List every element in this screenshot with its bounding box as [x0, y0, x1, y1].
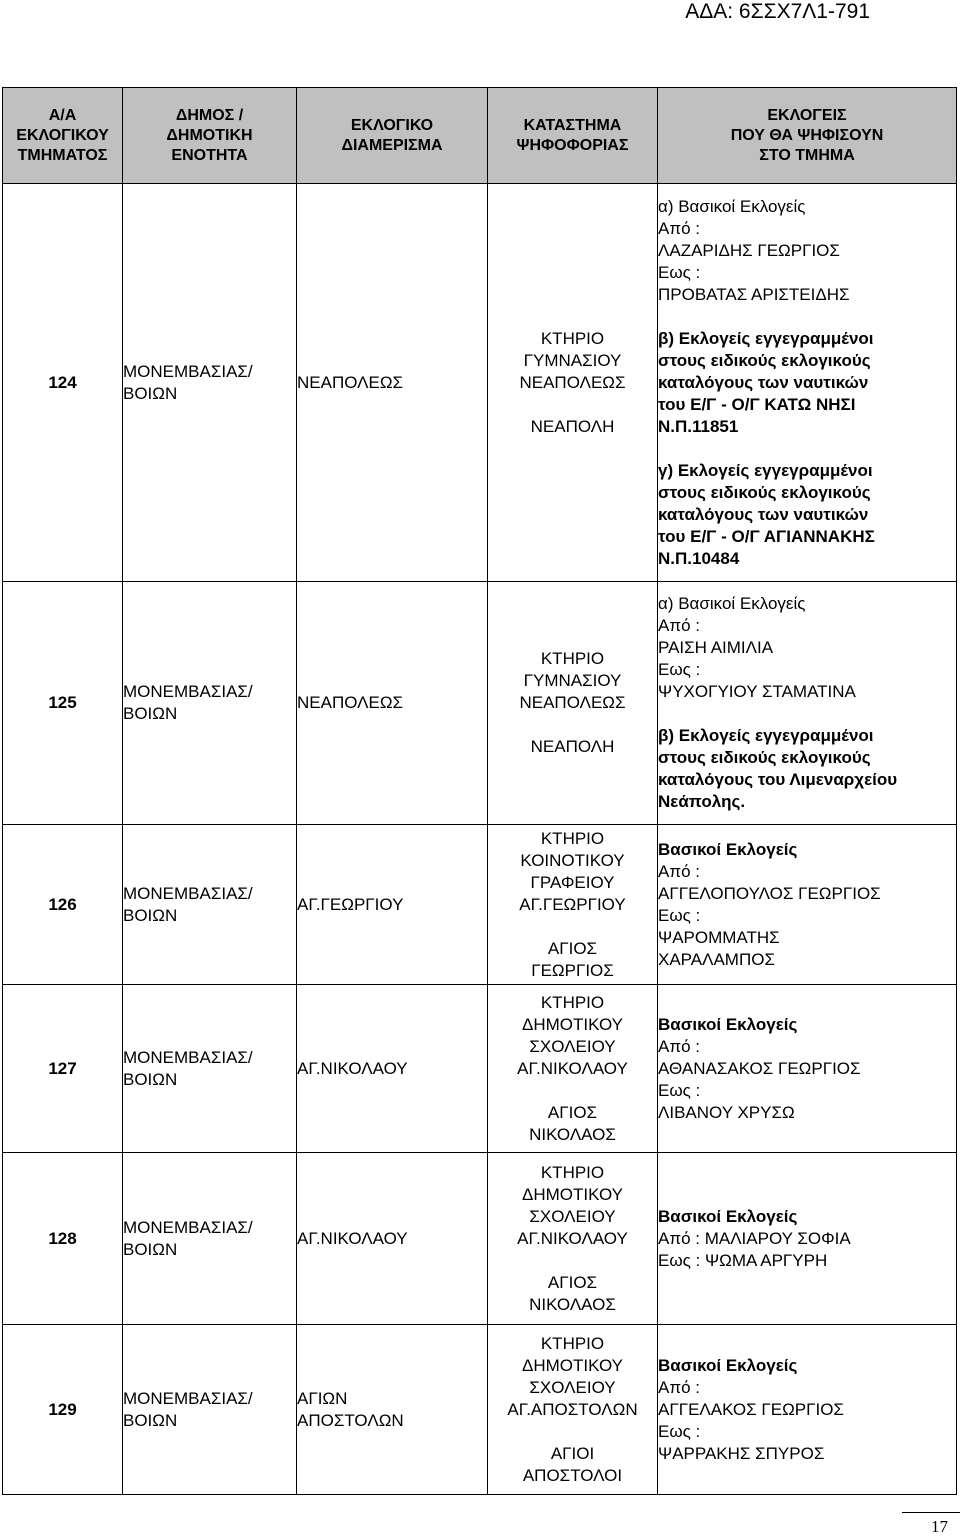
polling-station-line: ΚΤΗΡΙΟ [540, 1333, 605, 1353]
col-header-section-number [3, 88, 123, 184]
section-number [3, 1325, 123, 1495]
district-cell [297, 825, 488, 985]
polling-station-line: ΣΧΟΛΕΙΟΥ [529, 1036, 616, 1056]
polling-station-line: ΑΓΙΟΣ [547, 938, 598, 958]
voters-cell [658, 985, 957, 1153]
voters-line [658, 703, 956, 725]
header-line: ΕΚΛΟΓΕΙΣ [767, 106, 847, 124]
polling-station-line: ΑΓ.ΑΠΟΣΤΟΛΩΝ [507, 1399, 638, 1419]
section-number [3, 1153, 123, 1325]
section-number [3, 184, 123, 582]
polling-station-line [488, 916, 657, 938]
voters-cell [658, 1325, 957, 1495]
section-number-text: 127 [48, 1058, 77, 1078]
polling-station-line: ΚΤΗΡΙΟ [540, 992, 605, 1012]
voters-line: Εως : [658, 660, 701, 679]
voters-line: ΛΙΒΑΝΟΥ ΧΡΥΣΩ [658, 1102, 795, 1122]
voters-line: στους ειδικούς εκλογικούς [658, 748, 871, 767]
polling-station-line: ΣΧΟΛΕΙΟΥ [529, 1377, 616, 1397]
header-line: ΠΟΥ ΘΑ ΨΗΦΙΣΟΥΝ [730, 126, 884, 144]
polling-station-line [488, 714, 657, 736]
table-row [3, 1153, 957, 1325]
voters-line: Ν.Π.10484 [658, 548, 740, 568]
voters-line: Από : ΜΑΛΙΑΡΟΥ ΣΟΦΙΑ [658, 1228, 851, 1248]
district-cell [297, 582, 488, 825]
col-header-voters [658, 88, 957, 184]
header-line: ΨΗΦΟΦΟΡΙΑΣ [516, 136, 629, 154]
municipality-cell [123, 985, 297, 1153]
voters-line: Εως : [658, 262, 701, 282]
header-row [3, 88, 957, 184]
voters-line: ΑΓΓΕΛΟΠΟΥΛΟΣ ΓΕΩΡΓΙΟΣ [658, 883, 881, 903]
polling-station-line: ΑΠΟΣΤΟΛΟΙ [522, 1465, 623, 1485]
voters-line: α) Βασικοί Εκλογείς [658, 196, 806, 216]
voters-line: καταλόγους των ναυτικών [658, 504, 869, 524]
voters-line: Από : [658, 616, 700, 635]
polling-station-line: ΔΗΜΟΤΙΚΟΥ [522, 1355, 623, 1375]
voters-line: του Ε/Γ - Ο/Γ ΚΑΤΩ ΝΗΣΙ [658, 394, 856, 414]
polling-station-line: ΑΓΙΟΣ [547, 1102, 598, 1122]
voters-line: ΨΥΧΟΓΥΙΟΥ ΣΤΑΜΑΤΙΝΑ [658, 682, 856, 701]
voters-line: καταλόγους των ναυτικών [658, 372, 869, 392]
district-cell [297, 184, 488, 582]
voters-line: Ν.Π.11851 [658, 416, 739, 436]
polling-station-line [488, 1250, 657, 1272]
polling-station-line: ΓΕΩΡΓΙΟΣ [531, 960, 614, 980]
polling-station-line: ΑΓ.ΝΙΚΟΛΑΟΥ [517, 1228, 628, 1248]
municipality-line: ΒΟΙΩΝ [123, 383, 178, 403]
polling-station-line: ΑΓ.ΝΙΚΟΛΑΟΥ [517, 1058, 628, 1078]
voters-line: Εως : [658, 1080, 701, 1100]
voters-line: του Ε/Γ - Ο/Γ ΑΓΙΑΝΝΑΚΗΣ [658, 526, 875, 546]
district-line: ΑΠΟΣΤΟΛΩΝ [297, 1410, 404, 1430]
municipality-cell [123, 184, 297, 582]
polling-station-cell [488, 985, 658, 1153]
header-line: ΤΜΗΜΑΤΟΣ [17, 146, 108, 164]
voters-line: Εως : [658, 1421, 701, 1441]
voters-cell [658, 825, 957, 985]
polling-station-cell [488, 1153, 658, 1325]
polling-station-line: ΝΕΑΠΟΛΕΩΣ [519, 693, 626, 712]
section-number-text: 128 [48, 1228, 77, 1248]
header-line: ΕΝΟΤΗΤΑ [171, 146, 248, 164]
polling-station-line: ΚΤΗΡΙΟ [540, 1162, 605, 1182]
polling-stations-table [2, 87, 957, 1495]
header-line: ΔΙΑΜΕΡΙΣΜΑ [341, 136, 443, 154]
polling-station-line: ΝΙΚΟΛΑΟΣ [529, 1294, 616, 1314]
district-line: ΑΓ.ΓΕΩΡΓΙΟΥ [297, 894, 404, 914]
municipality-cell [123, 1325, 297, 1495]
voters-line: ΛΑΖΑΡΙΔΗΣ ΓΕΩΡΓΙΟΣ [658, 240, 840, 260]
municipality-line: ΒΟΙΩΝ [123, 1239, 178, 1259]
voters-line [658, 306, 956, 328]
voters-line: ΧΑΡΑΛΑΜΠΟΣ [658, 949, 775, 969]
voters-cell [658, 582, 957, 825]
section-number-text: 129 [48, 1399, 77, 1419]
table-row [3, 985, 957, 1153]
voters-line: Βασικοί Εκλογείς [658, 1014, 798, 1034]
voters-line: Νεάπολης. [658, 792, 746, 811]
polling-station-cell [488, 825, 658, 985]
polling-station-line: ΝΙΚΟΛΑΟΣ [529, 1124, 616, 1144]
section-number-text: 124 [48, 372, 77, 392]
municipality-line: ΒΟΙΩΝ [123, 1069, 178, 1089]
voters-line: Βασικοί Εκλογείς [658, 1206, 798, 1226]
municipality-cell [123, 582, 297, 825]
district-line: ΑΓΙΩΝ [297, 1388, 348, 1408]
voters-line: Βασικοί Εκλογείς [658, 839, 798, 859]
voters-line: στους ειδικούς εκλογικούς [658, 482, 871, 502]
polling-station-line: ΑΓΙΟΣ [547, 1272, 598, 1292]
header-line: ΚΑΤΑΣΤΗΜΑ [523, 116, 622, 134]
district-line: ΝΕΑΠΟΛΕΩΣ [297, 372, 404, 392]
polling-station-cell [488, 184, 658, 582]
page-number-rule [902, 1512, 960, 1513]
voters-line: ΠΡΟΒΑΤΑΣ ΑΡΙΣΤΕΙΔΗΣ [658, 284, 850, 304]
section-number [3, 582, 123, 825]
municipality-line: ΜΟΝΕΜΒΑΣΙΑΣ/ [123, 1217, 253, 1237]
polling-station-line: ΣΧΟΛΕΙΟΥ [529, 1206, 616, 1226]
header-line: ΕΚΛΟΓΙΚΟ [350, 116, 434, 134]
table-row [3, 1325, 957, 1495]
table-row [3, 825, 957, 985]
district-line: ΝΕΑΠΟΛΕΩΣ [297, 693, 404, 712]
header-line: Α/Α [48, 106, 77, 124]
voters-line: καταλόγους του Λιμεναρχείου [658, 770, 898, 789]
table-row [3, 582, 957, 825]
voters-line: ΡΑΙΣΗ ΑΙΜΙΛΙΑ [658, 638, 774, 657]
polling-station-line: ΚΤΗΡΙΟ [540, 649, 605, 668]
col-header-municipality [123, 88, 297, 184]
voters-cell [658, 1153, 957, 1325]
voters-line: ΨΑΡΡΑΚΗΣ ΣΠΥΡΟΣ [658, 1443, 825, 1463]
municipality-line: ΒΟΙΩΝ [123, 905, 178, 925]
section-number-text: 125 [48, 693, 77, 712]
section-number [3, 985, 123, 1153]
polling-station-line: ΝΕΑΠΟΛΗ [530, 416, 615, 436]
polling-station-cell [488, 1325, 658, 1495]
header-line: ΔΗΜΟΣ / [175, 106, 244, 124]
district-cell [297, 1153, 488, 1325]
polling-station-line [488, 394, 657, 416]
section-number [3, 825, 123, 985]
municipality-line: ΜΟΝΕΜΒΑΣΙΑΣ/ [123, 1047, 253, 1067]
header-line: ΔΗΜΟΤΙΚΗ [166, 126, 253, 144]
municipality-cell [123, 1153, 297, 1325]
polling-station-line [488, 1080, 657, 1102]
municipality-line: ΜΟΝΕΜΒΑΣΙΑΣ/ [123, 682, 253, 701]
polling-station-line: ΔΗΜΟΤΙΚΟΥ [522, 1014, 623, 1034]
polling-station-line: ΑΓ.ΓΕΩΡΓΙΟΥ [519, 894, 626, 914]
voters-line: β) Εκλογείς εγγεγραμμένοι [658, 726, 874, 745]
voters-line: στους ειδικούς εκλογικούς [658, 350, 871, 370]
district-line: ΑΓ.ΝΙΚΟΛΑΟΥ [297, 1228, 408, 1248]
col-header-electoral-district [297, 88, 488, 184]
voters-cell [658, 184, 957, 582]
polling-station-line: ΚΤΗΡΙΟ [540, 328, 605, 348]
district-cell [297, 985, 488, 1153]
voters-line [658, 438, 956, 460]
polling-station-line: ΚΤΗΡΙΟ [540, 828, 605, 848]
municipality-line: ΒΟΙΩΝ [123, 704, 178, 723]
voters-line: Βασικοί Εκλογείς [658, 1355, 798, 1375]
voters-line: ΑΓΓΕΛΑΚΟΣ ΓΕΩΡΓΙΟΣ [658, 1399, 844, 1419]
voters-line: γ) Εκλογείς εγγεγραμμένοι [658, 460, 873, 480]
table-body [3, 184, 957, 1495]
polling-station-line: ΓΡΑΦΕΙΟΥ [530, 872, 615, 892]
voters-line: β) Εκλογείς εγγεγραμμένοι [658, 328, 874, 348]
section-number-text: 126 [48, 894, 77, 914]
voters-line: Από : [658, 218, 700, 238]
voters-line: ΑΘΑΝΑΣΑΚΟΣ ΓΕΩΡΓΙΟΣ [658, 1058, 861, 1078]
municipality-line: ΜΟΝΕΜΒΑΣΙΑΣ/ [123, 361, 253, 381]
col-header-polling-station [488, 88, 658, 184]
municipality-cell [123, 825, 297, 985]
district-line: ΑΓ.ΝΙΚΟΛΑΟΥ [297, 1058, 408, 1078]
polling-station-line: ΓΥΜΝΑΣΙΟΥ [523, 671, 622, 690]
polling-station-cell [488, 582, 658, 825]
voters-line: Από : [658, 1036, 700, 1056]
voters-line: Από : [658, 861, 700, 881]
ada-code: ΑΔΑ: 6ΣΣΧ7Λ1-791 [685, 0, 870, 23]
page-number: 17 [931, 1517, 948, 1536]
header-line: ΕΚΛΟΓΙΚΟΥ [16, 126, 109, 144]
voters-line: Εως : ΨΩΜΑ ΑΡΓΥΡΗ [658, 1250, 828, 1270]
polling-station-line [488, 1421, 657, 1443]
municipality-line: ΒΟΙΩΝ [123, 1410, 178, 1430]
municipality-line: ΜΟΝΕΜΒΑΣΙΑΣ/ [123, 883, 253, 903]
header-line: ΣΤΟ ΤΜΗΜΑ [759, 146, 855, 164]
voters-line: Εως : [658, 905, 701, 925]
polling-station-line: ΔΗΜΟΤΙΚΟΥ [522, 1184, 623, 1204]
polling-station-line: ΓΥΜΝΑΣΙΟΥ [523, 350, 622, 370]
polling-station-line: ΚΟΙΝΟΤΙΚΟΥ [520, 850, 625, 870]
polling-station-line: ΝΕΑΠΟΛΗ [530, 737, 615, 756]
voters-line: Από : [658, 1377, 700, 1397]
polling-station-line: ΝΕΑΠΟΛΕΩΣ [519, 372, 626, 392]
district-cell [297, 1325, 488, 1495]
municipality-line: ΜΟΝΕΜΒΑΣΙΑΣ/ [123, 1388, 253, 1408]
table-row [3, 184, 957, 582]
polling-station-line: ΑΓΙΟΙ [550, 1443, 595, 1463]
voters-line: ΨΑΡΟΜΜΑΤΗΣ [658, 927, 780, 947]
voters-line: α) Βασικοί Εκλογείς [658, 594, 806, 613]
